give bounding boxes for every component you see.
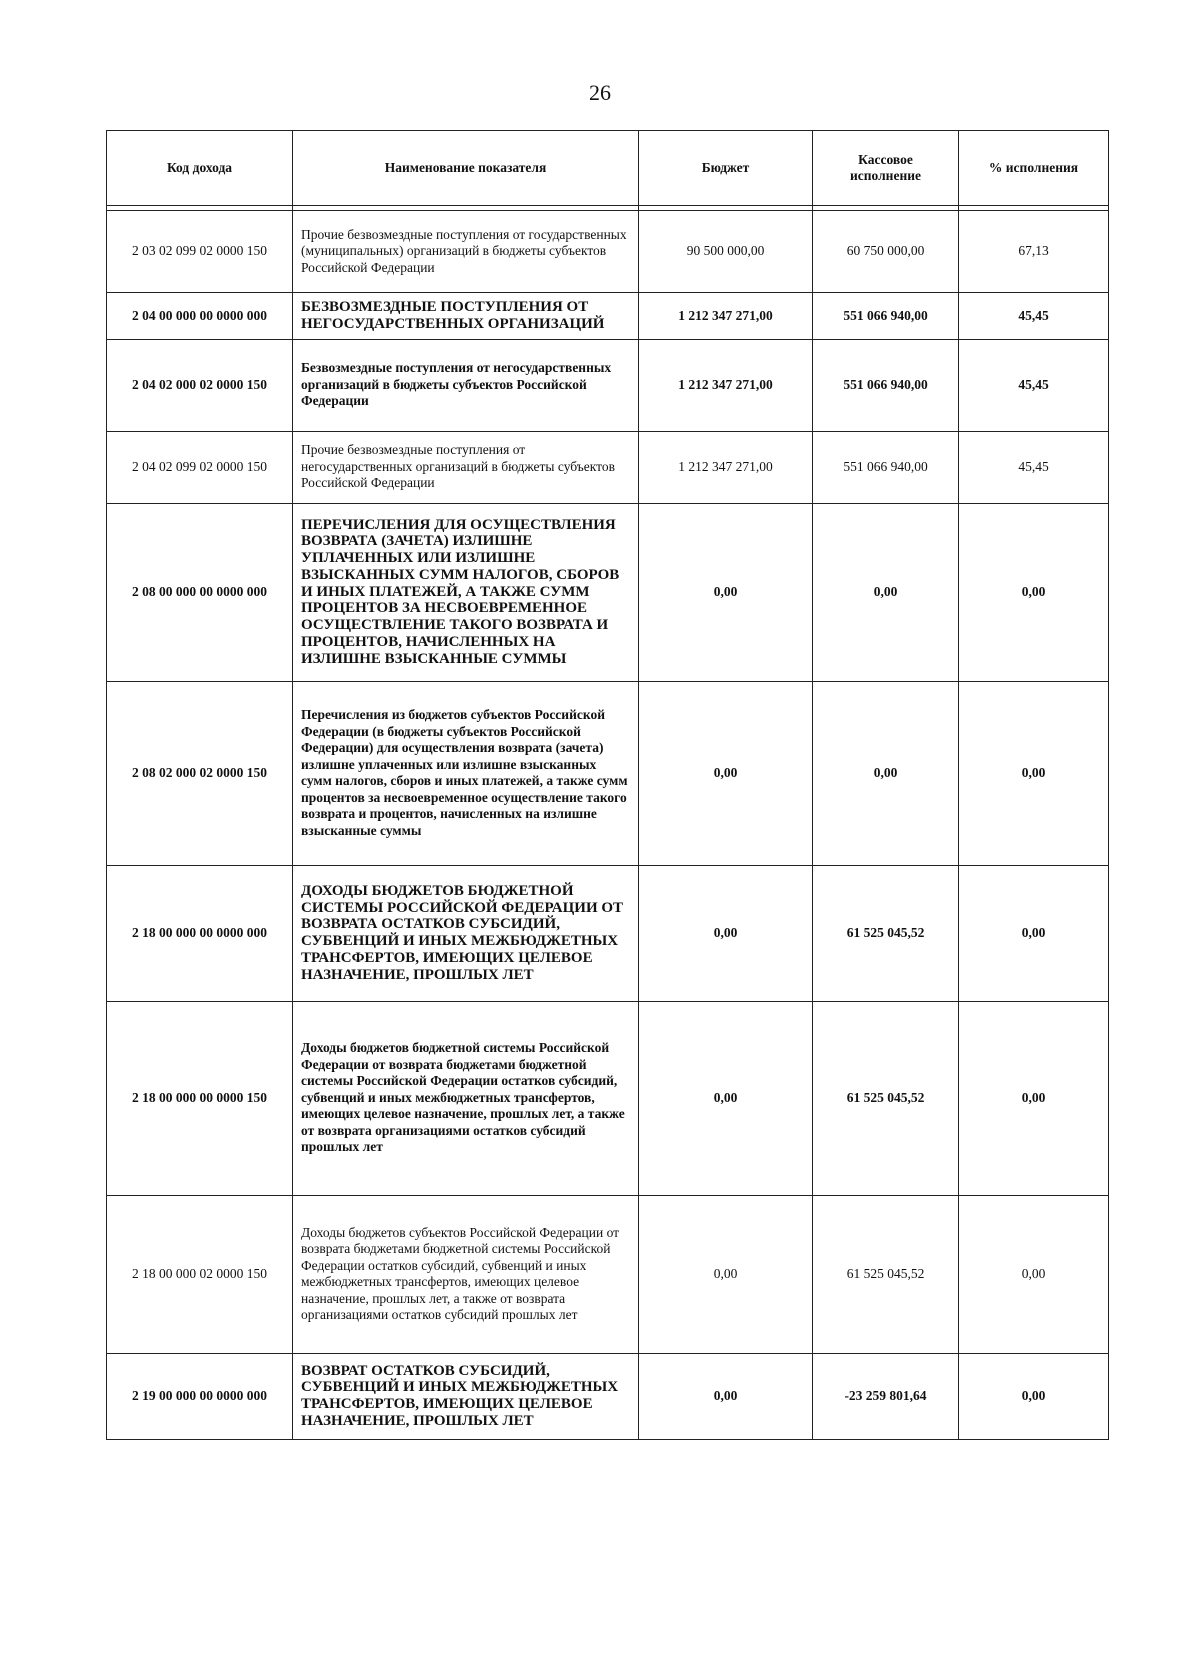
header-percent: % исполнения [959, 131, 1109, 206]
row-budget: 0,00 [639, 1001, 813, 1195]
row-cash: 551 066 940,00 [813, 431, 959, 503]
row-cash: 60 750 000,00 [813, 211, 959, 293]
row-budget: 1 212 347 271,00 [639, 431, 813, 503]
row-code: 2 18 00 000 00 0000 000 [107, 865, 293, 1001]
row-budget: 0,00 [639, 681, 813, 865]
header-budget: Бюджет [639, 131, 813, 206]
row-code: 2 19 00 000 00 0000 000 [107, 1353, 293, 1439]
table-row [107, 339, 1109, 431]
row-budget: 0,00 [639, 1353, 813, 1439]
page-number: 26 [589, 80, 611, 105]
header-cash: Кассовое исполнение [813, 131, 959, 206]
row-percent: 0,00 [959, 1195, 1109, 1353]
row-cash: 61 525 045,52 [813, 1001, 959, 1195]
row-code: 2 04 00 000 00 0000 000 [107, 293, 293, 340]
table-row [107, 1353, 1109, 1439]
row-budget: 90 500 000,00 [639, 211, 813, 293]
row-name: Прочие безвозмездные поступления от негосударственных организаций в бюджеты субъектов Российской Федерации [293, 431, 639, 503]
row-budget: 1 212 347 271,00 [639, 339, 813, 431]
row-percent: 0,00 [959, 681, 1109, 865]
table-header-row [107, 131, 1109, 206]
table-row [107, 503, 1109, 681]
table-row [107, 293, 1109, 340]
row-percent: 0,00 [959, 1353, 1109, 1439]
row-code: 2 08 02 000 02 0000 150 [107, 681, 293, 865]
row-percent: 45,45 [959, 431, 1109, 503]
row-budget: 0,00 [639, 503, 813, 681]
table-row [107, 211, 1109, 293]
row-name: Безвозмездные поступления от негосударственных организаций в бюджеты субъектов Российской Федерации [293, 339, 639, 431]
row-budget: 1 212 347 271,00 [639, 293, 813, 340]
row-code: 2 08 00 000 00 0000 000 [107, 503, 293, 681]
table-row [107, 1195, 1109, 1353]
row-cash: 0,00 [813, 503, 959, 681]
row-code: 2 18 00 000 00 0000 150 [107, 1001, 293, 1195]
row-percent: 0,00 [959, 503, 1109, 681]
row-cash: -23 259 801,64 [813, 1353, 959, 1439]
row-percent: 0,00 [959, 1001, 1109, 1195]
row-code: 2 04 02 099 02 0000 150 [107, 431, 293, 503]
row-percent: 45,45 [959, 293, 1109, 340]
row-name: Перечисления из бюджетов субъектов Российской Федерации (в бюджеты субъектов Российской Федерации) для осуществления возврата (зачета) излишне уплаченных или излишне взысканных сумм налогов, сборов и иных платежей, а также сумм процентов за несвоевременное осуществление такого возврата и процентов, начисленных на излишне взысканные суммы [293, 681, 639, 865]
table-row [107, 431, 1109, 503]
row-code: 2 18 00 000 02 0000 150 [107, 1195, 293, 1353]
row-name: ПЕРЕЧИСЛЕНИЯ ДЛЯ ОСУЩЕСТВЛЕНИЯ ВОЗВРАТА (ЗАЧЕТА) ИЗЛИШНЕ УПЛАЧЕННЫХ ИЛИ ИЗЛИШНЕ ВЗЫСКАННЫХ СУММ НАЛОГОВ, СБОРОВ И ИНЫХ ПЛАТЕЖЕЙ, А ТАКЖЕ СУММ ПРОЦЕНТОВ ЗА НЕСВОЕВРЕМЕННОЕ ОСУЩЕСТВЛЕНИЕ ТАКОГО ВОЗВРАТА И ПРОЦЕНТОВ, НАЧИСЛЕННЫХ НА ИЗЛИШНЕ ВЗЫСКАННЫЕ СУММЫ [293, 503, 639, 681]
row-cash: 61 525 045,52 [813, 1195, 959, 1353]
table-row [107, 681, 1109, 865]
row-code: 2 04 02 000 02 0000 150 [107, 339, 293, 431]
header-code: Код дохода [107, 131, 293, 206]
row-name: ВОЗВРАТ ОСТАТКОВ СУБСИДИЙ, СУБВЕНЦИЙ И ИНЫХ МЕЖБЮДЖЕТНЫХ ТРАНСФЕРТОВ, ИМЕЮЩИХ ЦЕЛЕВОЕ НАЗНАЧЕНИЕ, ПРОШЛЫХ ЛЕТ [293, 1353, 639, 1439]
row-percent: 67,13 [959, 211, 1109, 293]
row-cash: 61 525 045,52 [813, 865, 959, 1001]
revenue-table [106, 130, 1109, 1440]
row-name: Доходы бюджетов бюджетной системы Российской Федерации от возврата бюджетами бюджетной системы Российской Федерации остатков субсидий, субвенций и иных межбюджетных трансфертов, имеющих целевое назначение, прошлых лет, а также от возврата организациями остатков субсидий прошлых лет [293, 1001, 639, 1195]
row-cash: 551 066 940,00 [813, 339, 959, 431]
row-budget: 0,00 [639, 865, 813, 1001]
table-row [107, 865, 1109, 1001]
table-row [107, 1001, 1109, 1195]
row-name: Прочие безвозмездные поступления от государственных (муниципальных) организаций в бюджеты субъектов Российской Федерации [293, 211, 639, 293]
row-budget: 0,00 [639, 1195, 813, 1353]
row-cash: 0,00 [813, 681, 959, 865]
row-cash: 551 066 940,00 [813, 293, 959, 340]
row-name: ДОХОДЫ БЮДЖЕТОВ БЮДЖЕТНОЙ СИСТЕМЫ РОССИЙСКОЙ ФЕДЕРАЦИИ ОТ ВОЗВРАТА ОСТАТКОВ СУБСИДИЙ, СУБВЕНЦИЙ И ИНЫХ МЕЖБЮДЖЕТНЫХ ТРАНСФЕРТОВ, ИМЕЮЩИХ ЦЕЛЕВОЕ НАЗНАЧЕНИЕ, ПРОШЛЫХ ЛЕТ [293, 865, 639, 1001]
row-percent: 0,00 [959, 865, 1109, 1001]
row-code: 2 03 02 099 02 0000 150 [107, 211, 293, 293]
row-percent: 45,45 [959, 339, 1109, 431]
row-name: БЕЗВОЗМЕЗДНЫЕ ПОСТУПЛЕНИЯ ОТ НЕГОСУДАРСТВЕННЫХ ОРГАНИЗАЦИЙ [293, 293, 639, 340]
row-name: Доходы бюджетов субъектов Российской Федерации от возврата бюджетами бюджетной системы Российской Федерации остатков субсидий, субвенций и иных межбюджетных трансфертов, имеющих целевое назначение, прошлых лет, а также от возврата организациями остатков субсидий прошлых лет [293, 1195, 639, 1353]
header-name: Наименование показателя [293, 131, 639, 206]
